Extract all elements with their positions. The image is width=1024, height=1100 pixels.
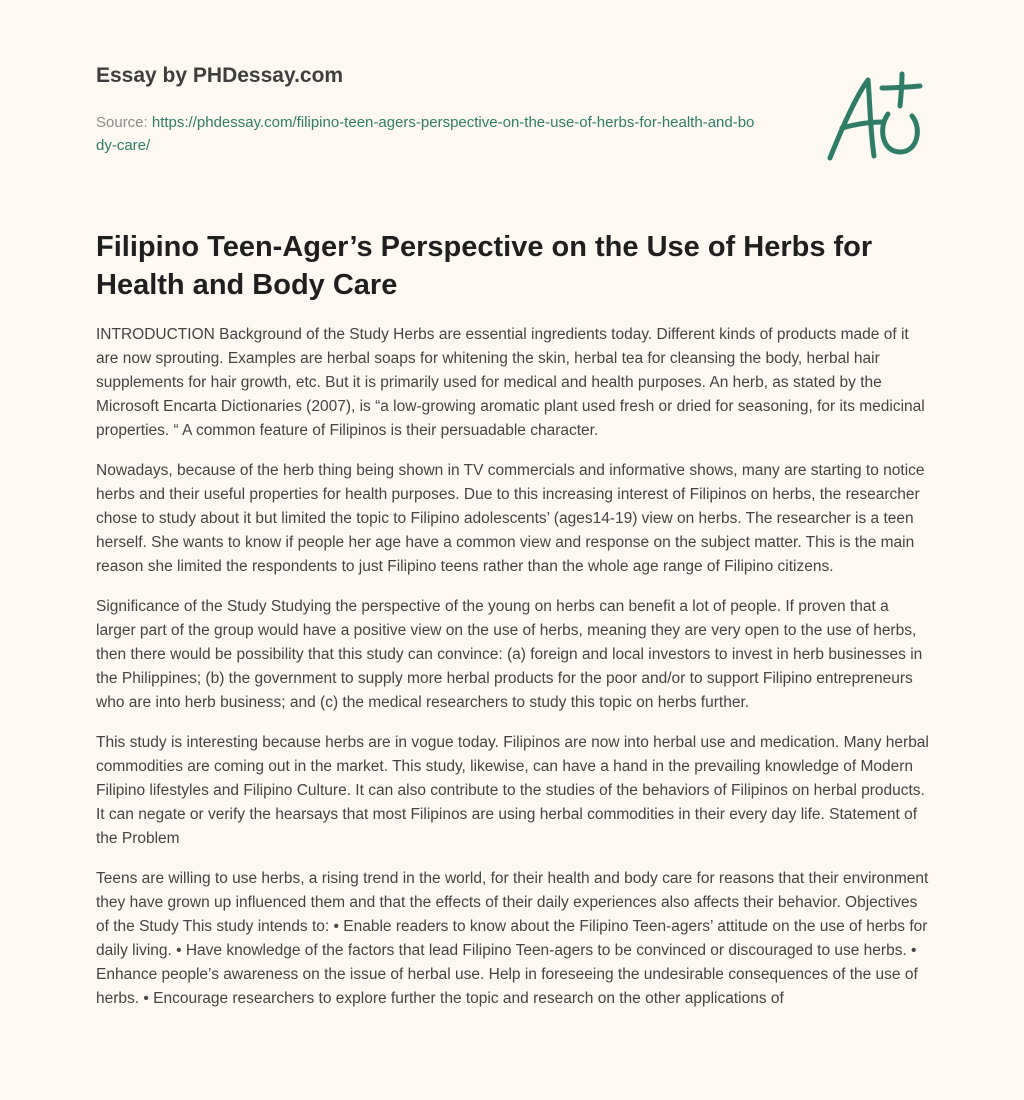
a-plus-grade-icon: [820, 66, 930, 166]
article-paragraph: INTRODUCTION Background of the Study Herbs are essential ingredients today. Different kinds of products made of it are now sprouting. Examples are herbal soaps for whitening the skin, herbal tea for cleansing the body, herbal hair supplements for hair growth, etc. But it is primarily used for medical and health purposes. An herb, as stated by the Microsoft Encarta Dictionaries (2007), is “a low-growing aromatic plant used fresh or dried for seasoning, for its medicinal properties. “ A common feature of Filipinos is their persuadable character.: [96, 326, 925, 439]
article-title: Filipino Teen-Ager’s Perspective on the Use of Herbs for Health and Body Care: [96, 231, 873, 301]
article-paragraph: This study is interesting because herbs are in vogue today. Filipinos are now into herbal use and medication. Many herbal commodities are coming out in the market. This study, likewise, can have a hand in the prevailing knowledge of Modern Filipino lifestyles and Filipino Culture. It can also contribute to the studies of the behaviors of Filipinos on herbal products. It can negate or verify the hearsays that most Filipinos are using herbal commodities in their every day life. Statement of the Problem: [96, 734, 929, 847]
source-line: [96, 111, 756, 157]
article-paragraph: Significance of the Study Studying the perspective of the young on herbs can benefit a lot of people. If proven that a larger part of the group would have a positive view on the use of herbs, meaning they are very open to the use of herbs, then there would be possibility that this study can convince: (a) foreign and local investors to invest in herb businesses in the Philippines; (b) the government to supply more herbal products for the poor and/or to support Filipino entrepreneurs who are into herb business; and (c) the medical researchers to study this topic on herbs further.: [96, 598, 923, 711]
article-paragraph: Nowadays, because of the herb thing being shown in TV commercials and informative shows, many are starting to notice herbs and their useful properties for health purposes. Due to this increasing interest of Filipinos on herbs, the researcher chose to study about it but limited the topic to Filipino adolescents’ (ages14-19) view on herbs. The researcher is a teen herself. She wants to know if people her age have a common view and response on the subject matter. This is the main reason she limited the respondents to just Filipino teens rather than the whole age range of Filipino citizens.: [96, 462, 925, 575]
article-paragraph: Teens are willing to use herbs, a rising trend in the world, for their health and body care for reasons that their environment they have grown up influenced them and that the effects of their daily experiences also affects their behavior. Objectives of the Study This study intends to: • Enable readers to know about the Filipino Teen-agers’ attitude on the use of herbs for daily living. • Have knowledge of the factors that lead Filipino Teen-agers to be convinced or discouraged to use herbs. • Enhance people’s awareness on the issue of herbal use. Help in foreseeing the undesirable consequences of the use of herbs. • Encourage researchers to explore further the topic and research on the other applications of: [96, 870, 929, 1007]
source-label: Source:: [96, 114, 152, 131]
source-link[interactable]: https://phdessay.com/filipino-teen-agers-perspective-on-the-use-of-herbs-for-health-and-body-care/: [96, 114, 755, 154]
article-body: [96, 323, 930, 1027]
site-brand: Essay by PHDessay.com: [96, 64, 344, 87]
